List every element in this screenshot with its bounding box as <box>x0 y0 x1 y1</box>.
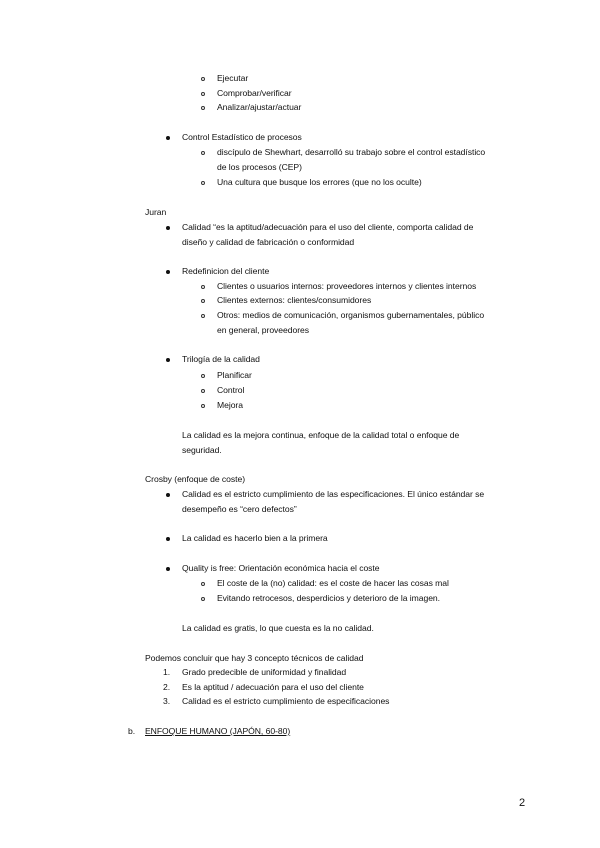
sub-bullet-icon <box>201 582 205 586</box>
text-line: La calidad es la mejora continua, enfoque de la calidad total o enfoque de <box>182 430 460 440</box>
text-line: en general, proveedores <box>217 325 310 335</box>
text-line: de los procesos (CEP) <box>217 162 302 172</box>
sub-bullet-icon <box>201 389 205 393</box>
text-line: seguridad. <box>182 445 222 455</box>
text-line: Podemos concluir que hay 3 concepto técnicos de calidad <box>145 653 364 663</box>
text-line: diseño y calidad de fabricación o conformidad <box>182 237 355 247</box>
text-line: La calidad es gratis, lo que cuesta es la no calidad. <box>182 623 374 633</box>
sub-bullet-icon <box>201 106 205 110</box>
text-line: discípulo de Shewhart, desarrolló su trabajo sobre el control estadístico <box>217 147 486 157</box>
text-line: Clientes externos: clientes/consumidores <box>217 295 372 305</box>
bullet-icon <box>166 567 170 571</box>
text-line: Calidad es el estricto cumplimiento de especificaciones <box>182 696 390 706</box>
text-line: Comprobar/verificar <box>217 88 292 98</box>
text-line: desempeño es “cero defectos” <box>182 504 297 514</box>
sub-bullet-icon <box>201 92 205 96</box>
text-line: Control <box>217 385 245 395</box>
sub-bullet-icon <box>201 597 205 601</box>
text-line: Evitando retrocesos, desperdicios y deterioro de la imagen. <box>217 593 440 603</box>
text-line: Calidad “es la aptitud/adecuación para el uso del cliente, comporta calidad de <box>182 222 474 232</box>
text-line: Trilogía de la calidad <box>182 354 260 364</box>
text-line: Una cultura que busque los errores (que no los oculte) <box>217 177 422 187</box>
sub-bullet-icon <box>201 181 205 185</box>
bullet-icon <box>166 270 170 274</box>
sub-bullet-icon <box>201 299 205 303</box>
text-line: Grado predecible de uniformidad y finalidad <box>182 667 347 677</box>
text-line: Control Estadístico de procesos <box>182 132 302 142</box>
text-line: Planificar <box>217 370 252 380</box>
section-title: ENFOQUE HUMANO (JAPÓN, 60-80) <box>145 726 291 736</box>
sub-bullet-icon <box>201 374 205 378</box>
sub-bullet-icon <box>201 404 205 408</box>
text-line: El coste de la (no) calidad: es el coste de hacer las cosas mal <box>217 578 449 588</box>
text-line: La calidad es hacerlo bien a la primera <box>182 533 328 543</box>
text-line: Ejecutar <box>217 73 249 83</box>
text-line: Calidad es el estricto cumplimiento de las especificaciones. El único estándar se <box>182 489 485 499</box>
sub-bullet-icon <box>201 314 205 318</box>
section-heading: Juran <box>145 207 167 217</box>
bullet-icon <box>166 358 170 362</box>
text-line: Mejora <box>217 400 243 410</box>
section-heading: Crosby (enfoque de coste) <box>145 474 246 484</box>
bullet-icon <box>166 537 170 541</box>
section-marker: b. <box>128 726 136 736</box>
page-number: 2 <box>519 797 526 809</box>
bullet-icon <box>166 493 170 497</box>
list-number: 2. <box>163 682 171 692</box>
bullet-icon <box>166 226 170 230</box>
sub-bullet-icon <box>201 151 205 155</box>
text-line: Otros: medios de comunicación, organismos gubernamentales, público <box>217 310 485 320</box>
sub-bullet-icon <box>201 285 205 289</box>
list-number: 1. <box>163 667 171 677</box>
bullet-icon <box>166 136 170 140</box>
list-number: 3. <box>163 696 171 706</box>
text-line: Clientes o usuarios internos: proveedores internos y clientes internos <box>217 281 477 291</box>
text-line: Es la aptitud / adecuación para el uso del cliente <box>182 682 364 692</box>
text-line: Analizar/ajustar/actuar <box>217 102 302 112</box>
sub-bullet-icon <box>201 77 205 81</box>
text-line: Quality is free: Orientación económica hacia el coste <box>182 563 380 573</box>
text-line: Redefinicion del cliente <box>182 266 270 276</box>
